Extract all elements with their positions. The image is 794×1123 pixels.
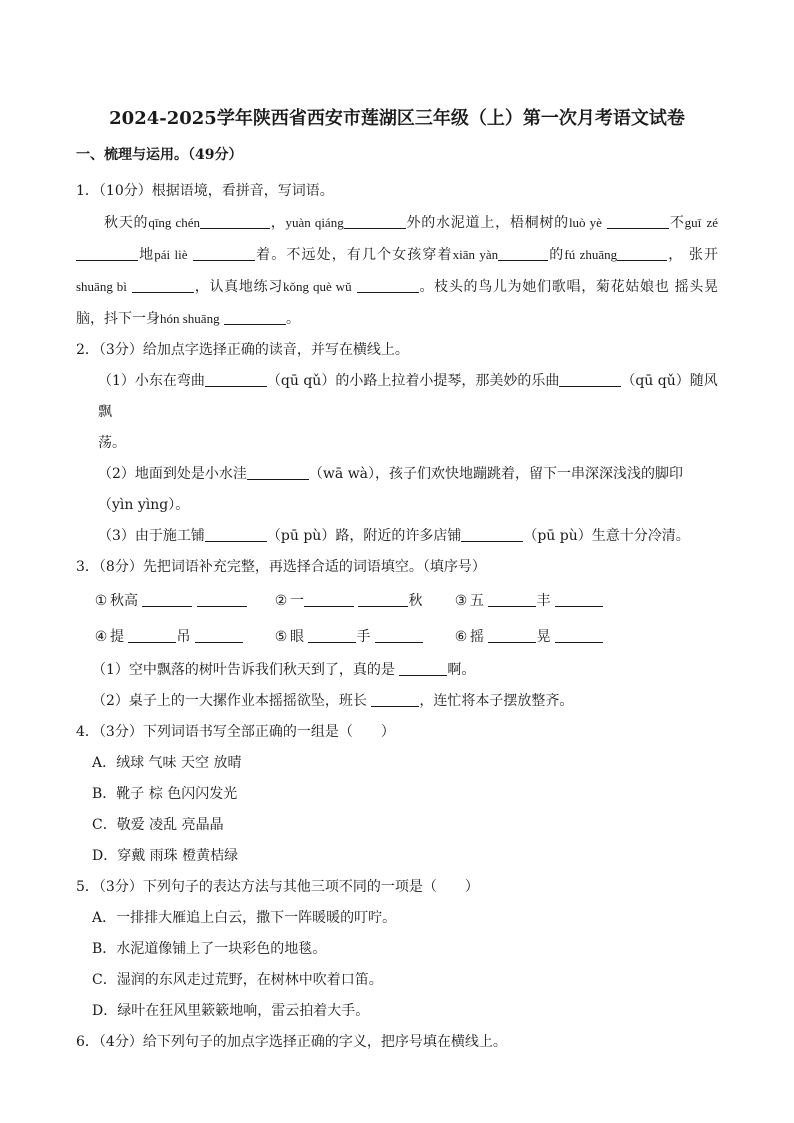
answer-blank[interactable] xyxy=(461,525,523,542)
answer-blank[interactable] xyxy=(559,370,621,387)
answer-blank[interactable] xyxy=(308,626,356,643)
passage-text: ，认真地练习 xyxy=(194,279,283,295)
option-b[interactable]: B．靴子 棕 色闪闪发光 xyxy=(92,786,238,802)
question-3 xyxy=(76,552,718,717)
item-text: （qū qǔ）的小路上拉着小提琴，那美妙的乐曲 xyxy=(266,373,560,389)
passage-text: 秋天的 xyxy=(104,215,149,231)
idiom-char: 一 xyxy=(290,593,304,609)
item-number: ⑤ xyxy=(274,629,288,645)
answer-blank[interactable] xyxy=(247,463,309,480)
idiom-row-2 xyxy=(76,619,718,655)
answer-blank[interactable] xyxy=(205,370,267,387)
passage-text: 外的水泥道上，梧桐树的 xyxy=(405,215,569,231)
idiom-char: 五 xyxy=(470,593,484,609)
idiom-char: 手 xyxy=(356,629,371,645)
passage-text: 着。不远处，有几个女孩穿着 xyxy=(255,247,453,263)
item-number: ⑥ xyxy=(454,629,468,645)
item-text: （yìn yìng）。 xyxy=(98,497,190,513)
item-text: （1）小东在弯曲 xyxy=(98,373,205,389)
option-a[interactable]: A．绒球 气味 天空 放晴 xyxy=(92,755,242,771)
idiom-row-1 xyxy=(76,583,718,619)
option-c[interactable]: C．湿润的东风走过荒野，在树林中吹着口笛。 xyxy=(92,972,383,988)
question-1-heading: 1．（10分）根据语境，看拼音，写词语。 xyxy=(76,183,334,199)
question-3-item-2 xyxy=(76,686,718,717)
item-text: （qū qǔ）随风飘 xyxy=(98,373,718,420)
item-text: （2）桌子上的一大摞作业本摇摇欲坠，班长 xyxy=(92,693,367,709)
question-4 xyxy=(76,717,718,872)
item-number: ① xyxy=(94,593,108,609)
pinyin: guī xyxy=(684,215,702,230)
answer-blank[interactable] xyxy=(344,212,406,229)
passage-text: 的 xyxy=(548,247,565,263)
item-number: ③ xyxy=(454,593,468,609)
section-heading: 一、梳理与运用。（49分） xyxy=(76,147,243,163)
idiom-item xyxy=(272,619,452,655)
passage-text: 张开 xyxy=(688,247,719,263)
idiom-char: 秋高 xyxy=(110,593,138,609)
question-3-heading: 3．（8分）先把词语补充完整，再选择合适的词语填空。（填序号） xyxy=(76,559,486,575)
question-1 xyxy=(76,176,718,335)
pinyin: shuāng bì xyxy=(76,279,127,294)
item-text: （pū pù）生意十分冷清。 xyxy=(523,528,690,544)
idiom-char: 摇 xyxy=(470,629,484,645)
answer-blank[interactable] xyxy=(195,626,243,643)
passage-text: 。 xyxy=(286,311,301,327)
answer-blank[interactable] xyxy=(76,244,138,261)
item-text: ，连忙将本子摆放整齐。 xyxy=(419,693,574,709)
item-text: （wā wà），孩子们欢快地蹦跳着，留下一串深深浅浅的脚印 xyxy=(308,466,684,482)
question-5 xyxy=(76,872,718,1027)
idiom-char: 丰 xyxy=(536,593,551,609)
idiom-char: 吊 xyxy=(176,629,191,645)
answer-blank[interactable] xyxy=(555,626,603,643)
answer-blank[interactable] xyxy=(128,626,176,643)
pinyin: luò yè xyxy=(568,215,602,230)
passage-text: 地 xyxy=(138,247,155,263)
answer-blank[interactable] xyxy=(555,590,603,607)
answer-blank[interactable] xyxy=(224,308,286,325)
question-2-heading: 2．（3分）给加点字选择正确的读音，并写在横线上。 xyxy=(76,342,409,358)
pinyin: pái liè xyxy=(154,247,188,262)
idiom-item xyxy=(272,583,452,619)
pinyin: fú zhuāng xyxy=(564,247,618,262)
passage-text: ， xyxy=(667,247,684,263)
item-text: （pū pù）路，附近的许多店铺 xyxy=(266,528,462,544)
answer-blank[interactable] xyxy=(197,590,247,607)
question-1-passage xyxy=(76,207,718,335)
passage-text: 摇头晃脑，抖下一身 xyxy=(76,279,719,327)
passage-text: ， xyxy=(269,215,286,231)
question-6 xyxy=(76,1027,718,1058)
pinyin: hón shuāng xyxy=(160,311,220,326)
option-d[interactable]: D．绿叶在狂风里簌簌地响，雷云拍着大手。 xyxy=(92,1003,370,1019)
answer-blank[interactable] xyxy=(488,590,536,607)
option-b[interactable]: B．水泥道像铺上了一块彩色的地毯。 xyxy=(92,941,327,957)
answer-blank[interactable] xyxy=(304,590,354,607)
answer-blank[interactable] xyxy=(375,626,423,643)
answer-blank[interactable] xyxy=(205,525,267,542)
exam-title: 2024-2025学年陕西省西安市莲湖区三年级（上）第一次月考语文试卷 xyxy=(109,108,685,129)
item-text: （3）由于施工铺 xyxy=(98,528,205,544)
item-text: 荡。 xyxy=(98,435,126,451)
item-text: （2）地面到处是小水洼 xyxy=(98,466,247,482)
answer-blank[interactable] xyxy=(193,244,255,261)
item-number: ④ xyxy=(94,629,108,645)
answer-blank[interactable] xyxy=(498,244,548,261)
idiom-item xyxy=(92,583,272,619)
question-5-heading: 5．（3分）下列句子的表达方法与其他三项不同的一项是（ ） xyxy=(76,879,479,895)
answer-blank[interactable] xyxy=(132,276,194,293)
pinyin: zé xyxy=(706,215,719,230)
pinyin: xiān yàn xyxy=(452,247,499,262)
question-4-heading: 4．（3分）下列词语书写全部正确的一组是（ ） xyxy=(76,724,395,740)
item-text: 啊。 xyxy=(447,662,476,678)
idiom-char: 晃 xyxy=(536,629,551,645)
question-6-heading: 6．（4分）给下列句子的加点字选择正确的字义，把序号填在横线上。 xyxy=(76,1034,507,1050)
answer-blank[interactable] xyxy=(357,276,419,293)
answer-blank[interactable] xyxy=(607,212,669,229)
idiom-char: 秋 xyxy=(408,593,423,609)
question-2-item-1 xyxy=(76,366,718,459)
option-a[interactable]: A．一排排大雁追上白云，撒下一阵暖暖的叮咛。 xyxy=(92,910,397,926)
idiom-char: 提 xyxy=(110,629,124,645)
question-2-item-2 xyxy=(76,459,718,521)
answer-blank[interactable] xyxy=(358,590,408,607)
passage-text: 不 xyxy=(669,215,685,231)
question-2-item-3 xyxy=(76,521,718,552)
item-text: （1）空中飘落的树叶告诉我们秋天到了，真的是 xyxy=(92,662,395,678)
answer-blank[interactable] xyxy=(200,212,270,229)
idiom-item xyxy=(452,619,632,655)
answer-blank[interactable] xyxy=(371,690,419,707)
option-d[interactable]: D．穿戴 雨珠 橙黄桔绿 xyxy=(92,848,239,864)
answer-blank[interactable] xyxy=(142,590,192,607)
question-2 xyxy=(76,335,718,552)
pinyin: yuàn qiáng xyxy=(285,215,344,230)
pinyin: qīng chén xyxy=(148,215,200,230)
answer-blank[interactable] xyxy=(399,659,447,676)
item-number: ② xyxy=(274,593,288,609)
idiom-item xyxy=(452,583,632,619)
answer-blank[interactable] xyxy=(488,626,536,643)
option-c[interactable]: C．敬爱 凌乱 亮晶晶 xyxy=(92,817,224,833)
answer-blank[interactable] xyxy=(617,244,667,261)
idiom-item xyxy=(92,619,272,655)
idiom-char: 眼 xyxy=(290,629,304,645)
question-3-item-1 xyxy=(76,655,718,686)
pinyin: kǒng què wǔ xyxy=(283,279,352,294)
passage-text: 。枝头的鸟儿为她们歌唱，菊花姑娘也 xyxy=(418,279,670,295)
